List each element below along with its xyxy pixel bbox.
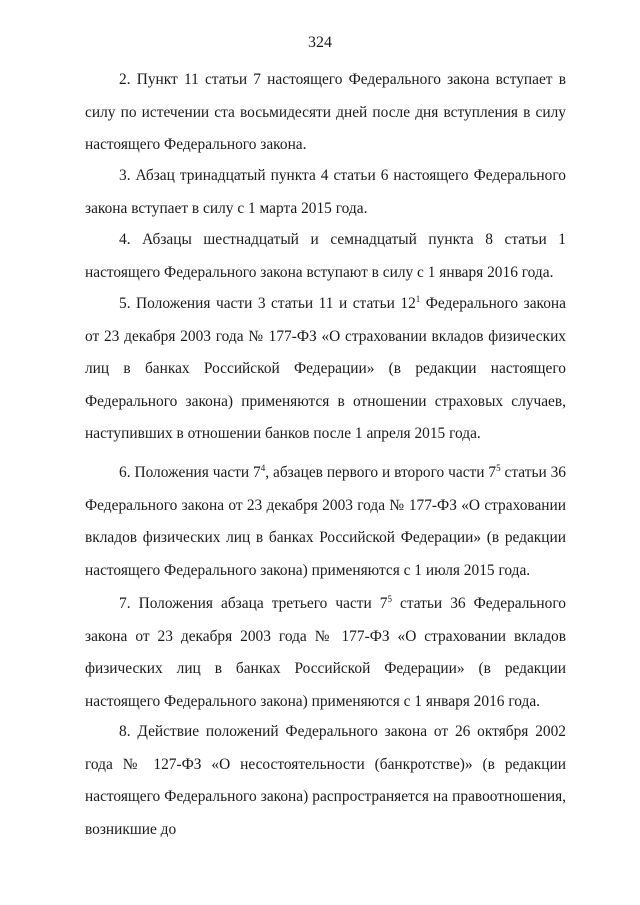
paragraph-text: 3. Абзац тринадцатый пункта 4 статьи 6 настоящего Федерального закона вступает в силу с 1 марта 2015 года. bbox=[85, 167, 566, 217]
paragraph-6 bbox=[85, 457, 566, 587]
paragraph-text: статьи 36 Федерального закона от 23 декабря 2003 года № 177-ФЗ «О страховании вкладов физических лиц в банках Российской Федерации» (в редакции настоящего Федерального закона) применяются с 1 января 2016 года. bbox=[85, 595, 566, 710]
paragraph-text: статьи 36 Федерального закона от 23 декабря 2003 года № 177-ФЗ «О страховании вкладов физических лиц в банках Российской Федерации» (в редакции настоящего Федерального закона) применяются с 1 июля 2015 года. bbox=[85, 464, 566, 579]
paragraph-text: 8. Действие положений Федерального закона от 26 октября 2002 года № 127-ФЗ «О несостоятельности (банкротстве)» (в редакции настоящего Федерального закона) распространяется на правоотношения, возникшие до bbox=[85, 723, 566, 838]
superscript: 1 bbox=[415, 294, 421, 304]
paragraph-8 bbox=[85, 716, 566, 846]
paragraph-text: 2. Пункт 11 статьи 7 настоящего Федерального закона вступает в силу по истечении ста восьмидесяти дней после дня вступления в силу настоящего Федерального закона. bbox=[85, 71, 566, 153]
paragraph-3 bbox=[85, 160, 566, 225]
paragraph-4 bbox=[85, 224, 566, 289]
superscript: 5 bbox=[496, 463, 501, 473]
paragraph-text: 6. Положения части 7 bbox=[119, 464, 261, 481]
paragraph-5 bbox=[85, 288, 566, 451]
paragraph-text: Федерального закона от 23 декабря 2003 года № 177-ФЗ «О страховании вкладов физических лиц в банках Российской Федерации» (в редакции настоящего Федерального закона) применяются в отношении страховых случаев, наступивших в отношении банков после 1 апреля 2015 года. bbox=[85, 295, 566, 442]
paragraph-text: , абзацев первого и второго части 7 bbox=[265, 464, 497, 481]
paragraph-7 bbox=[85, 588, 566, 718]
paragraph-text: 7. Положения абзаца третьего части 7 bbox=[119, 595, 388, 612]
superscript: 5 bbox=[387, 594, 392, 604]
page-number: 324 bbox=[308, 34, 332, 51]
paragraph-text: 5. Положения части 3 статьи 11 и статьи 12 bbox=[119, 295, 416, 312]
superscript: 4 bbox=[260, 463, 266, 473]
paragraph-2 bbox=[85, 64, 566, 162]
paragraph-text: 4. Абзацы шестнадцатый и семнадцатый пункта 8 статьи 1 настоящего Федерального закона вступают в силу с 1 января 2016 года. bbox=[85, 231, 566, 281]
